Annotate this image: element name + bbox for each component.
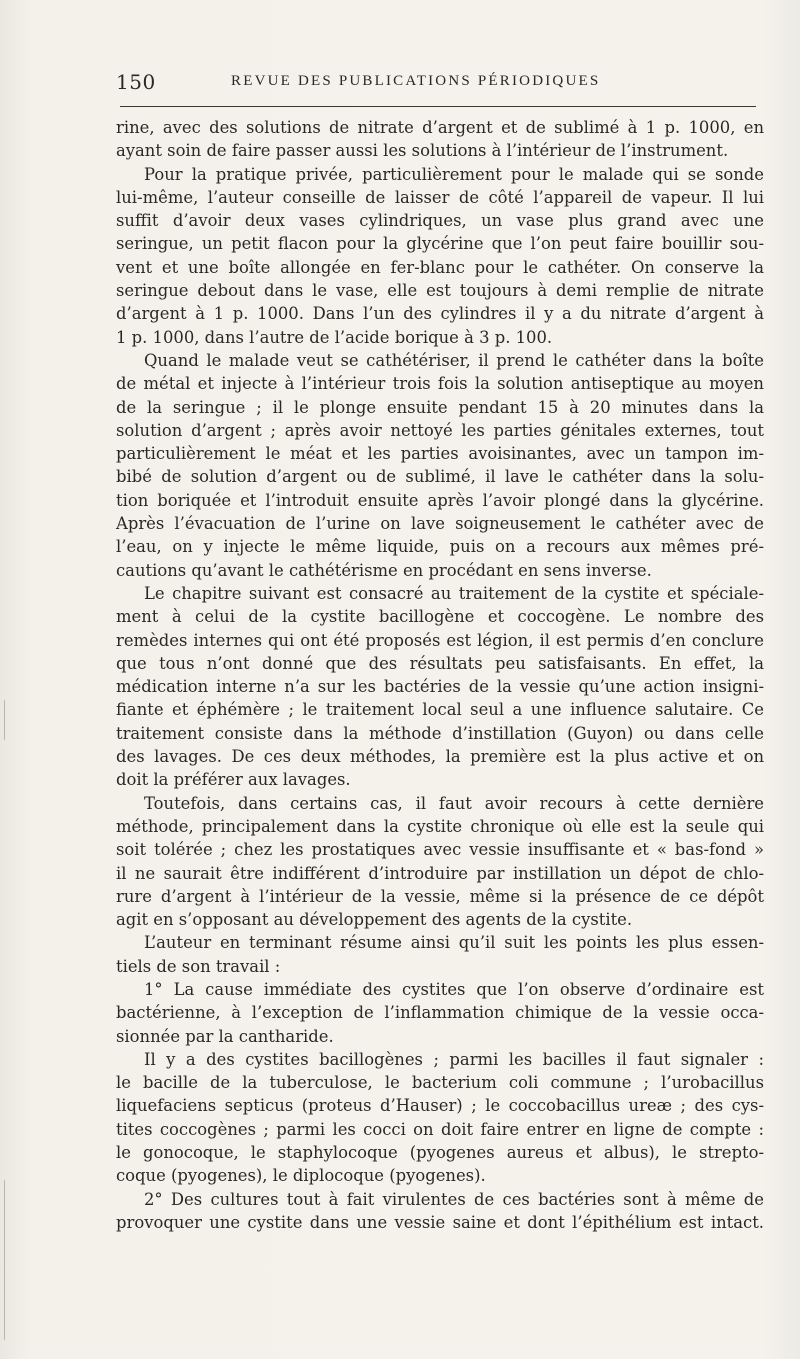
text-line: ment à celui de la cystite bacillogène et coccogène. Le nombre des [116, 607, 764, 627]
text-line: Toutefois, dans certains cas, il faut avoir recours à cette dernière [144, 793, 764, 813]
text-line: médication interne n’a sur les bactéries de la vessie qu’une action insigni- [116, 677, 764, 697]
text-line: liquefaciens septicus (proteus d’Hauser) ; le coccobacillus ureæ ; des cys- [116, 1096, 764, 1116]
text-line: Quand le malade veut se cathétériser, il prend le cathéter dans la boîte [144, 350, 764, 370]
text-line: lui-même, l’auteur conseille de laisser de côté l’appareil de vapeur. Il lui [116, 187, 764, 207]
text-line: vent et une boîte allongée en fer-blanc pour le cathéter. On conserve la [116, 257, 764, 277]
running-title: REVUE DES PUBLICATIONS PÉRIODIQUES [231, 73, 601, 89]
text-line: seringue, un petit flacon pour la glycérine que l’on peut faire bouillir sou- [116, 234, 764, 254]
text-line: que tous n’ont donné que des résultats peu satisfaisants. En effet, la [116, 653, 764, 673]
text-line: d’argent à 1 p. 1000. Dans l’un des cylindres il y a du nitrate d’argent à [116, 304, 764, 324]
text-line: doit la préférer aux lavages. [116, 770, 351, 790]
text-line: bibé de solution d’argent ou de sublimé, il lave le cathéter dans la solu- [116, 467, 764, 487]
text-line: de la seringue ; il le plonge ensuite pendant 15 à 20 minutes dans la [116, 397, 764, 417]
text-line: méthode, principalement dans la cystite chronique où elle est la seule qui [116, 816, 764, 836]
text-line: suffit d’avoir deux vases cylindriques, un vase plus grand avec une [116, 211, 764, 231]
text-line: 1 p. 1000, dans l’autre de l’acide borique à 3 p. 100. [116, 327, 553, 347]
text-line: seringue debout dans le vase, elle est toujours à demi remplie de nitrate [116, 281, 764, 301]
text-line: rine, avec des solutions de nitrate d’argent et de sublimé à 1 p. 1000, en [116, 118, 764, 137]
text-line: l’eau, on y injecte le même liquide, puis on a recours aux mêmes pré- [116, 537, 764, 557]
text-line: tion boriquée et l’introduit ensuite après l’avoir plongé dans la glycérine. [116, 490, 764, 510]
text-line: particulièrement le méat et les parties avoisinantes, avec un tampon im- [116, 444, 764, 464]
text-line: ayant soin de faire passer aussi les solutions à l’intérieur de l’instrument. [116, 141, 729, 161]
text-line: soit tolérée ; chez les prostatiques avec vessie insuffisante et « bas-fond » [116, 840, 764, 860]
text-line: rure d’argent à l’intérieur de la vessie, même si la présence de ce dépôt [116, 886, 764, 906]
text-line: L’auteur en terminant résume ainsi qu’il suit les points les plus essen- [144, 933, 764, 953]
page-header [116, 70, 756, 100]
text-line: provoquer une cystite dans une vessie saine et dont l’épithélium est intact. [116, 1212, 764, 1232]
text-line: il ne saurait être indifférent d’introduire par instillation un dépot de chlo- [116, 863, 764, 883]
text-line: coque (pyogenes), le diplocoque (pyogenes). [116, 1166, 486, 1186]
text-line: Le chapitre suivant est consacré au traitement de la cystite et spéciale- [144, 583, 764, 603]
header-rule [120, 106, 756, 107]
text-line: solution d’argent ; après avoir nettoyé les parties génitales externes, tout [116, 420, 764, 440]
scan-edge-mark [4, 700, 5, 740]
text-line: le bacille de la tuberculose, le bacterium coli commune ; l’urobacillus [116, 1073, 764, 1093]
text-line: des lavages. De ces deux méthodes, la première est la plus active et on [116, 747, 764, 767]
scan-edge-mark [4, 1180, 5, 1340]
page-number: 150 [116, 70, 156, 94]
text-line: Pour la pratique privée, particulièrement pour le malade qui se sonde [144, 164, 764, 184]
text-line: sionnée par la cantharide. [116, 1026, 334, 1046]
text-line: bactérienne, à l’exception de l’inflammation chimique de la vessie occa- [116, 1003, 764, 1023]
text-line: agit en s’opposant au développement des agents de la cystite. [116, 910, 633, 930]
body-text [116, 116, 764, 1234]
text-line: tites coccogènes ; parmi les cocci on doit faire entrer en ligne de compte : [116, 1119, 764, 1139]
text-line: cautions qu’avant le cathétérisme en procédant en sens inverse. [116, 560, 652, 580]
text-line: tiels de son travail : [116, 956, 281, 976]
text-line: de métal et injecte à l’intérieur trois fois la solution antiseptique au moyen [116, 374, 764, 394]
text-line: remèdes internes qui ont été proposés est légion, il est permis d’en conclure [116, 630, 764, 650]
text-line: 1° La cause immédiate des cystites que l’on observe d’ordinaire est [144, 979, 764, 999]
text-line: le gonocoque, le staphylocoque (pyogenes aureus et albus), le strepto- [116, 1143, 764, 1163]
text-line: traitement consiste dans la méthode d’instillation (Guyon) ou dans celle [116, 723, 764, 743]
text-line: 2° Des cultures tout à fait virulentes de ces bactéries sont à même de [144, 1189, 764, 1209]
text-line: fiante et éphémère ; le traitement local seul a une influence salutaire. Ce [116, 700, 764, 720]
text-line: Après l’évacuation de l’urine on lave soigneusement le cathéter avec de [116, 514, 764, 534]
text-line: Il y a des cystites bacillogènes ; parmi les bacilles il faut signaler : [144, 1049, 764, 1069]
